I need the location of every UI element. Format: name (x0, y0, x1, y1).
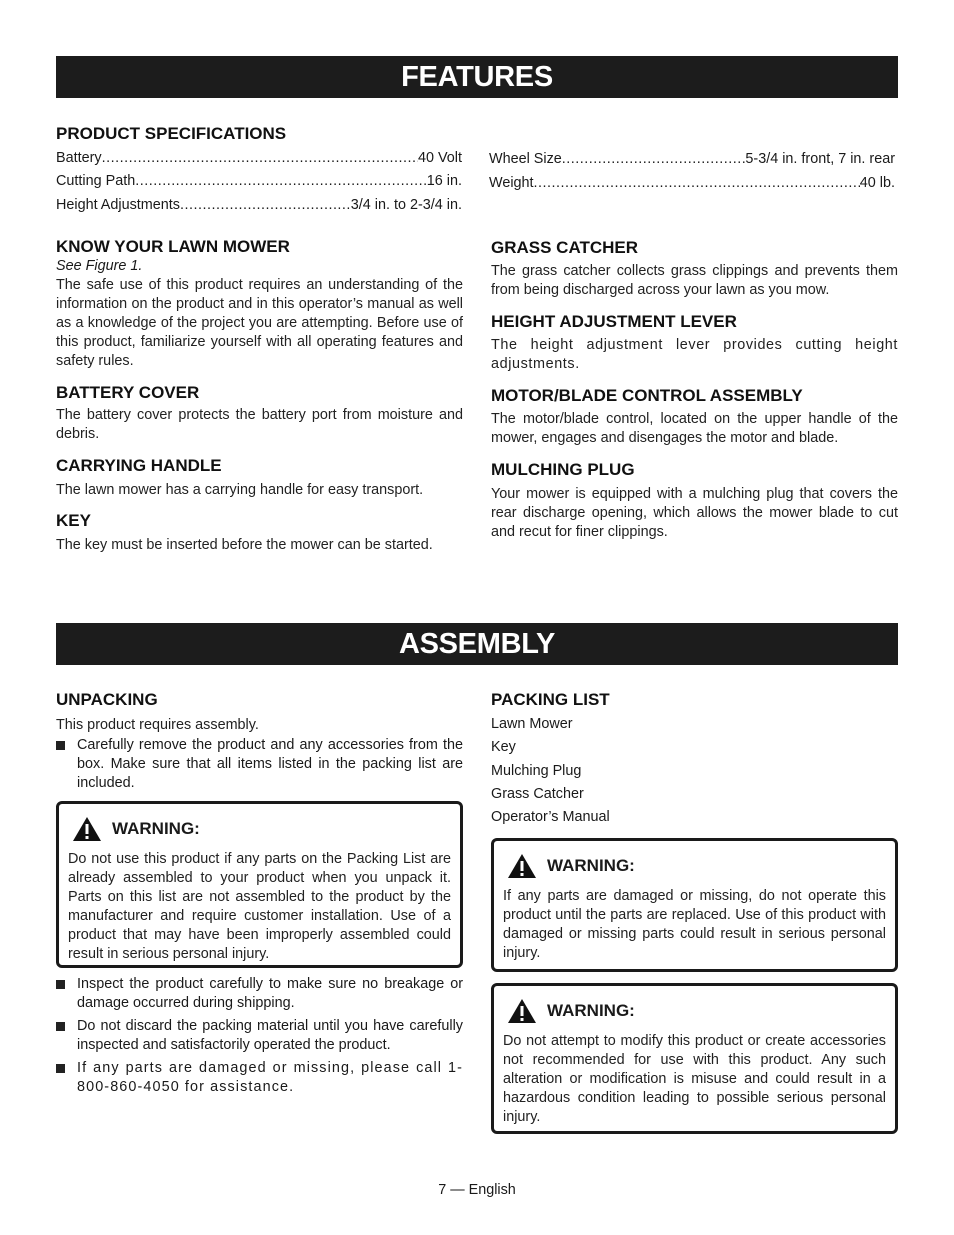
spec-row-weight: Weight ..... 40 lb. (489, 174, 895, 193)
warning-text: Do not attempt to modify this product or create accessories not recommended for use with this product. Any such alteration or modification is misuse and could result in a hazardous condition leading to possible serious personal injury. (503, 1033, 886, 1125)
unpacking-heading: UNPACKING (56, 690, 158, 709)
specs-right (489, 150, 896, 193)
unpacking-intro: This product requires assembly. (56, 717, 259, 733)
section-motor-blade-control (491, 386, 898, 448)
section-text: The motor/blade control, located on the upper handle of the mower, engages and disengages the motor and blade. (491, 411, 898, 446)
unpacking-bullets-top (56, 736, 463, 793)
section-carrying-handle (56, 456, 463, 500)
section-key (56, 511, 463, 555)
bullet-square-icon (56, 741, 65, 750)
packing-list-item: Lawn Mower (491, 716, 573, 732)
packing-list-heading: PACKING LIST (491, 690, 610, 709)
section-heading: MOTOR/BLADE CONTROL ASSEMBLY (491, 386, 803, 405)
section-text: The lawn mower has a carrying handle for easy transport. (56, 482, 424, 498)
specs-heading: PRODUCT SPECIFICATIONS (56, 124, 287, 143)
section-grass-catcher (491, 238, 898, 300)
section-heading: GRASS CATCHER (491, 238, 639, 257)
unpacking-bullets-bottom-wrap (56, 975, 463, 1101)
section-know-your-lawn-mower (56, 237, 463, 371)
section-battery-cover (56, 383, 463, 444)
bullet-square-icon (56, 980, 65, 989)
section-heading: KNOW YOUR LAWN MOWER (56, 237, 290, 256)
spec-row-cutting-path: Cutting Path ..... 16 in. (56, 172, 462, 191)
section-heading: BATTERY COVER (56, 383, 200, 402)
packing-list-item: Key (491, 739, 516, 756)
bullet-item: Carefully remove the product and any accessories from the box. Make sure that all items listed in the packing list are included. (56, 736, 463, 793)
spec-row-battery: Battery ..... 40 Volt (56, 149, 462, 168)
features-banner: FEATURES (56, 56, 898, 98)
section-heading: HEIGHT ADJUSTMENT LEVER (491, 312, 737, 331)
warning-title: WARNING: (547, 856, 635, 875)
warning-text: If any parts are damaged or missing, do not operate this product until the parts are replaced. Use of this product with damaged or missing parts could result in serious personal injury. (503, 888, 886, 961)
bullet-item: Inspect the product carefully to make sure no breakage or damage occurred during shipping. (56, 975, 463, 1013)
warning-triangle-icon (507, 998, 537, 1024)
warning-title: WARNING: (112, 819, 200, 838)
figure-reference: See Figure 1. (56, 258, 143, 274)
bullet-item: Do not discard the packing material until you have carefully inspected and satisfactorily operated the product. (56, 1017, 463, 1055)
spec-row-height-adjustments: Height Adjustments ..... 3/4 in. to 2-3/4 in. (56, 196, 462, 215)
warning-triangle-icon (72, 816, 102, 842)
section-text: The grass catcher collects grass clippings and prevents them from being discharged across your lawn as you mow. (491, 263, 898, 298)
section-text: The safe use of this product requires an understanding of the information on the product and in this operator’s manual as well as a knowledge of the project you are attempting. Before use of this product, familiarize yourself with all operating features and safety rules. (56, 277, 463, 369)
section-height-adjustment-lever (491, 312, 898, 374)
page-footer: 7 — English (438, 1182, 516, 1198)
section-mulching-plug (491, 460, 898, 542)
features-left-column (56, 237, 463, 555)
unpacking-bullets-bottom (56, 975, 463, 1097)
section-heading: CARRYING HANDLE (56, 456, 222, 475)
features-right-column (491, 238, 898, 542)
packing-list-item: Mulching Plug (491, 762, 582, 779)
packing-list-section (491, 690, 898, 829)
section-heading: MULCHING PLUG (491, 460, 635, 479)
section-text: The key must be inserted before the mower can be started. (56, 537, 433, 553)
packing-list-items (491, 713, 898, 829)
warning-box-damaged-parts (491, 838, 898, 972)
specs-left (56, 124, 463, 215)
section-heading: KEY (56, 511, 91, 530)
section-text: The battery cover protects the battery port from moisture and debris. (56, 407, 463, 442)
warning-box-modify (491, 983, 898, 1134)
spec-row-wheel-size: Wheel Size ..... 5-3/4 in. front, 7 in. rear (489, 150, 895, 169)
section-text: Your mower is equipped with a mulching plug that covers the rear discharge opening, which allows the mower blade to cut and recut for finer clippings. (491, 486, 898, 540)
warning-box-unpacking (56, 801, 463, 968)
packing-list-item: Operator’s Manual (491, 809, 610, 826)
unpacking-section (56, 690, 463, 797)
bullet-square-icon (56, 1022, 65, 1031)
bullet-item: If any parts are damaged or missing, please call 1-800-860-4050 for assistance. (56, 1059, 463, 1097)
warning-text: Do not use this product if any parts on the Packing List are already assembled to your product when you unpack it. Parts on this list are not assembled to the product by the manufacturer and require customer installation. Use of a product that may have been improperly assembled could result in serious personal injury. (68, 851, 451, 962)
section-text: The height adjustment lever provides cutting height adjustments. (491, 337, 898, 372)
bullet-square-icon (56, 1064, 65, 1073)
packing-list-item: Grass Catcher (491, 785, 584, 802)
assembly-banner: ASSEMBLY (56, 623, 898, 665)
warning-title: WARNING: (547, 1001, 635, 1020)
warning-triangle-icon (507, 853, 537, 879)
